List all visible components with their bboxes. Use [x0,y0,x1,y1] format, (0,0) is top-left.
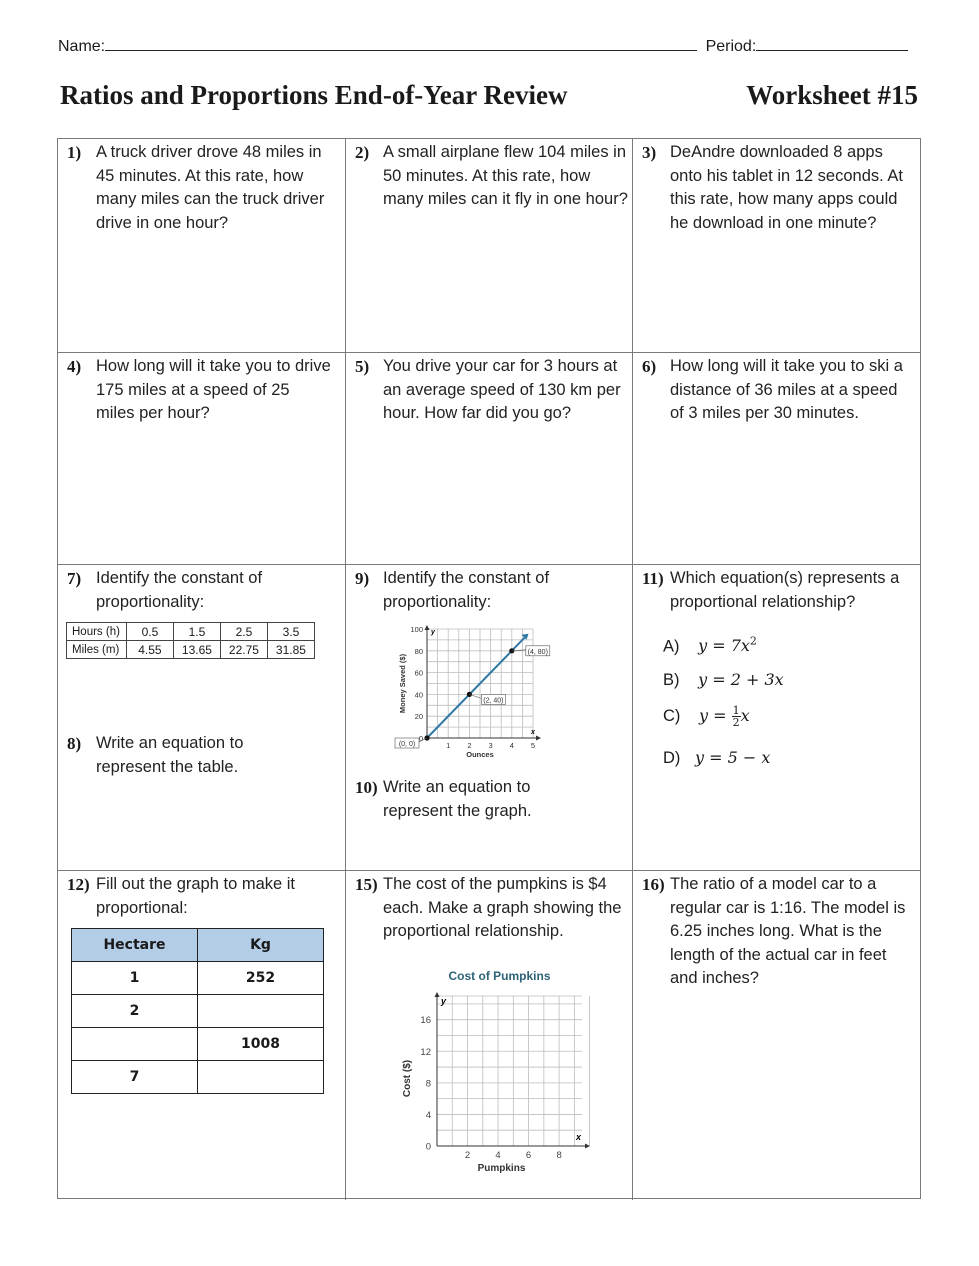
fraction [732,705,741,728]
option-letter: D) [663,749,681,767]
row-label: Hours (h) [67,623,127,641]
table-cell: 1008 [198,1028,324,1061]
cell-q16 [633,871,920,1200]
cell-q15 [346,871,633,1200]
question-text: Fill out the graph to make it proportional: [96,875,296,917]
x-tick-label: 5 [530,741,536,750]
question-text: Identify the constant of proportionality: [96,569,263,611]
question-number: 8) [67,734,82,753]
question-text: DeAndre downloaded 8 apps onto his tablet in 12 seconds. At this rate, how many apps could he download in one minute? [670,143,903,232]
question-grid [57,138,921,1199]
hours-miles-table [66,622,315,659]
question-number: 3) [642,143,657,162]
y-axis-letter: y [431,629,435,636]
cell-q7-q8 [58,565,346,871]
table-cell: 13.65 [173,641,220,659]
question-number: 5) [355,357,370,376]
point-label: (4, 80) [527,648,548,656]
cell-q5 [346,353,633,565]
y-tick-label: 40 [414,690,423,700]
column-header: Kg [198,929,324,962]
table-cell: 22.75 [220,641,267,659]
question-number: 6) [642,357,657,376]
question-text: Write an equation to represent the table. [96,734,244,776]
x-axis-arrow [536,736,541,741]
question-number: 1) [67,143,82,162]
table-header-row [72,929,324,962]
option-letter: B) [663,671,680,689]
table-cell: 7 [72,1061,198,1094]
x-tick-label: 4 [509,741,514,750]
y-axis-arrow [425,625,430,630]
x-tick-label: 8 [556,1150,562,1161]
question-number: 15) [355,875,378,894]
table-cell: 31.85 [267,641,314,659]
y-tick-label: 12 [420,1046,431,1058]
equation [698,636,757,655]
question-text: A truck driver drove 48 miles in 45 minutes. At this rate, how many miles can the truck driver drive in one hour? [96,143,325,232]
question-text: The ratio of a model car to a regular car is 1:16. The model is 6.25 inches long. What is the length of the actual car in feet and inches? [670,875,906,987]
cell-q3 [633,139,920,353]
table-row [67,641,315,659]
answer-cell[interactable] [198,1061,324,1094]
equation-text: y = 2 + 3x [698,670,784,689]
question-text: A small airplane flew 104 miles in 50 minutes. At this rate, how many miles can it fly in one hour? [383,143,628,208]
y-tick-label: 8 [425,1078,431,1090]
option-d[interactable] [663,748,770,768]
y-axis-letter: y [441,996,447,1006]
x-tick-label: 3 [488,741,493,750]
row-label: Miles (m) [67,641,127,659]
table-row [72,995,324,1028]
x-tick-label: 1 [446,741,451,750]
cost-of-pumpkins-graph[interactable] [392,966,592,1186]
question-text: How long will it take you to ski a distance of 36 miles at a speed of 3 miles per 30 minutes. [670,357,903,422]
question-text: How long will it take you to drive 175 miles at a speed of 25 miles per hour? [96,357,331,422]
table-cell: 3.5 [267,623,314,641]
question-number: 16) [642,875,665,894]
cell-q12 [58,871,346,1200]
table-row [67,623,315,641]
x-tick-label: 4 [495,1150,501,1161]
hectare-kg-table [71,928,324,1094]
table-cell: 252 [198,962,324,995]
x-tick-label: 2 [464,1150,471,1161]
cell-q4 [58,353,346,565]
equation-text: y = 5 − x [695,748,771,767]
cell-q2 [346,139,633,353]
y-axis-label: Cost ($) [402,1059,413,1098]
option-b[interactable] [663,670,784,690]
y-tick-label: 60 [414,668,423,678]
period-label: Period: [705,38,757,55]
equation-text: y = [699,706,732,725]
cell-q6 [633,353,920,565]
question-number: 2) [355,143,370,162]
x-tick-label: 2 [467,741,472,750]
table-cell: 2 [72,995,198,1028]
question-number: 11) [642,569,664,588]
y-tick-label: 100 [410,625,423,634]
cell-q9-q10 [346,565,633,871]
cell-q1 [58,139,346,353]
worksheet-title: Ratios and Proportions End-of-Year Review [60,80,568,110]
chart-title: Cost of Pumpkins [448,969,551,983]
x-axis-letter: x [531,729,535,736]
table-row [72,1028,324,1061]
x-axis-label: Pumpkins [477,1163,526,1174]
x-axis-letter: x [576,1132,582,1142]
question-text: Which equation(s) represents a proportional relationship? [670,569,900,611]
y-tick-label: 20 [414,712,423,722]
y-tick-label: 16 [420,1015,431,1027]
cell-q11 [633,565,920,871]
x-tick-label: 6 [525,1150,532,1161]
numerator: 1 [732,704,740,717]
option-letter: C) [663,707,681,725]
question-text: You drive your car for 3 hours at an average speed of 130 km per hour. How far did you go? [383,357,621,422]
column-header: Hectare [72,929,198,962]
table-cell: 1.5 [173,623,220,641]
x-axis-label: Ounces [466,750,494,759]
question-number: 10) [355,778,378,797]
y-tick-label: 0 [418,734,423,743]
table-cell: 2.5 [220,623,267,641]
worksheet-number: Worksheet #15 [746,80,918,110]
y-tick-label: 0 [425,1141,431,1153]
table-row [72,1061,324,1094]
name-label: Name: [58,38,106,55]
table-cell: 0.5 [126,623,173,641]
y-axis-arrow [435,992,440,997]
option-c[interactable] [663,705,750,728]
question-number: 7) [67,569,82,588]
answer-cell[interactable] [198,995,324,1028]
option-letter: A) [663,637,680,656]
point-label: (0, 0) [398,741,416,748]
question-number: 4) [67,357,82,376]
question-text: The cost of the pumpkins is $4 each. Make a graph showing the proportional relationship. [383,875,622,940]
name-field[interactable] [105,36,697,51]
question-text: Write an equation to represent the graph. [383,778,532,820]
table-cell: 1 [72,962,198,995]
table-row [72,962,324,995]
point-label: (2, 40) [483,697,504,705]
period-field[interactable] [756,36,908,51]
equation-text: y = 7x [698,636,750,656]
denominator: 2 [732,716,740,729]
question-text: Identify the constant of proportionality: [383,569,550,611]
question-number: 12) [67,875,90,894]
series-line [427,638,525,738]
table-cell: 4.55 [126,641,173,659]
equation-text: x [740,706,750,725]
name-period-line [58,36,908,56]
y-tick-label: 4 [425,1109,431,1121]
option-a[interactable] [663,635,757,656]
answer-cell[interactable] [72,1028,198,1061]
y-axis-label: Money Saved ($) [398,653,407,714]
money-saved-graph [394,621,554,761]
exponent: 2 [749,635,757,648]
y-tick-label: 80 [414,646,423,656]
equation [699,704,750,729]
question-number: 9) [355,569,370,588]
